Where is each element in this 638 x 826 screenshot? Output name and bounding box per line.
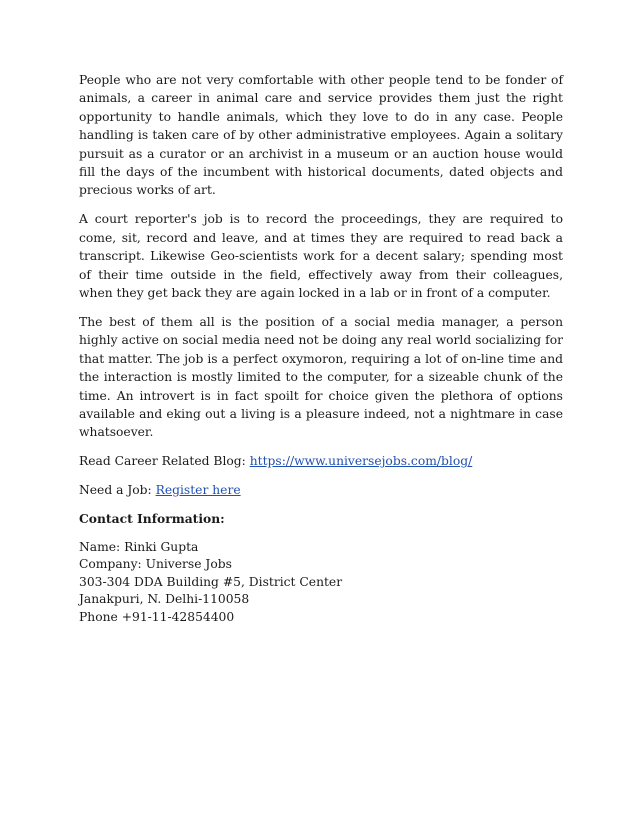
job-line	[79, 481, 563, 499]
paragraph-court-reporter: A court reporter's job is to record the proceedings, they are required to come, sit, record and leave, and at times they are required to read back a transcript. Likewise Geo-scientists work for a decent salary; spending most of their time outside in the field, effectively away from their colleagues, when they get back they are again locked in a lab or in front of a computer.	[79, 212, 563, 300]
contact-phone: Phone +91-11-42854400	[79, 609, 235, 624]
contact-block	[79, 539, 563, 626]
paragraph-animal-care: People who are not very comfortable with other people tend to be fonder of animals, a career in animal care and service provides them just the right opportunity to handle animals, which they love to do in any case. People handling is taken care of by other administrative employees. Again a solitary pursuit as a curator or an archivist in a museum or an auction house would fill the days of the incumbent with historical documents, dated objects and precious works of art.	[79, 73, 563, 198]
job-prefix: Need a Job:	[79, 483, 156, 498]
contact-address-line-1: 303-304 DDA Building #5, District Center	[79, 574, 343, 589]
contact-address-line-2: Janakpuri, N. Delhi-110058	[79, 592, 250, 607]
blog-link[interactable]: https://www.universejobs.com/blog/	[249, 454, 473, 469]
contact-name: Name: Rinki Gupta	[79, 539, 199, 554]
contact-company: Company: Universe Jobs	[79, 557, 232, 572]
document-page	[79, 71, 563, 626]
blog-line	[79, 452, 563, 470]
contact-heading: Contact Information:	[79, 511, 225, 527]
register-link[interactable]: Register here	[155, 483, 241, 498]
blog-prefix: Read Career Related Blog:	[79, 454, 250, 469]
paragraph-social-media: The best of them all is the position of a social media manager, a person highly active on social media need not be doing any real world socializing for that matter. The job is a perfect oxymoron, requiring a lot of on-line time and the interaction is mostly limited to the computer, for a sizeable chunk of the time. An introvert is in fact spoilt for choice given the plethora of options available and eking out a living is a pleasure indeed, not a nightmare in case whatsoever.	[79, 314, 563, 440]
